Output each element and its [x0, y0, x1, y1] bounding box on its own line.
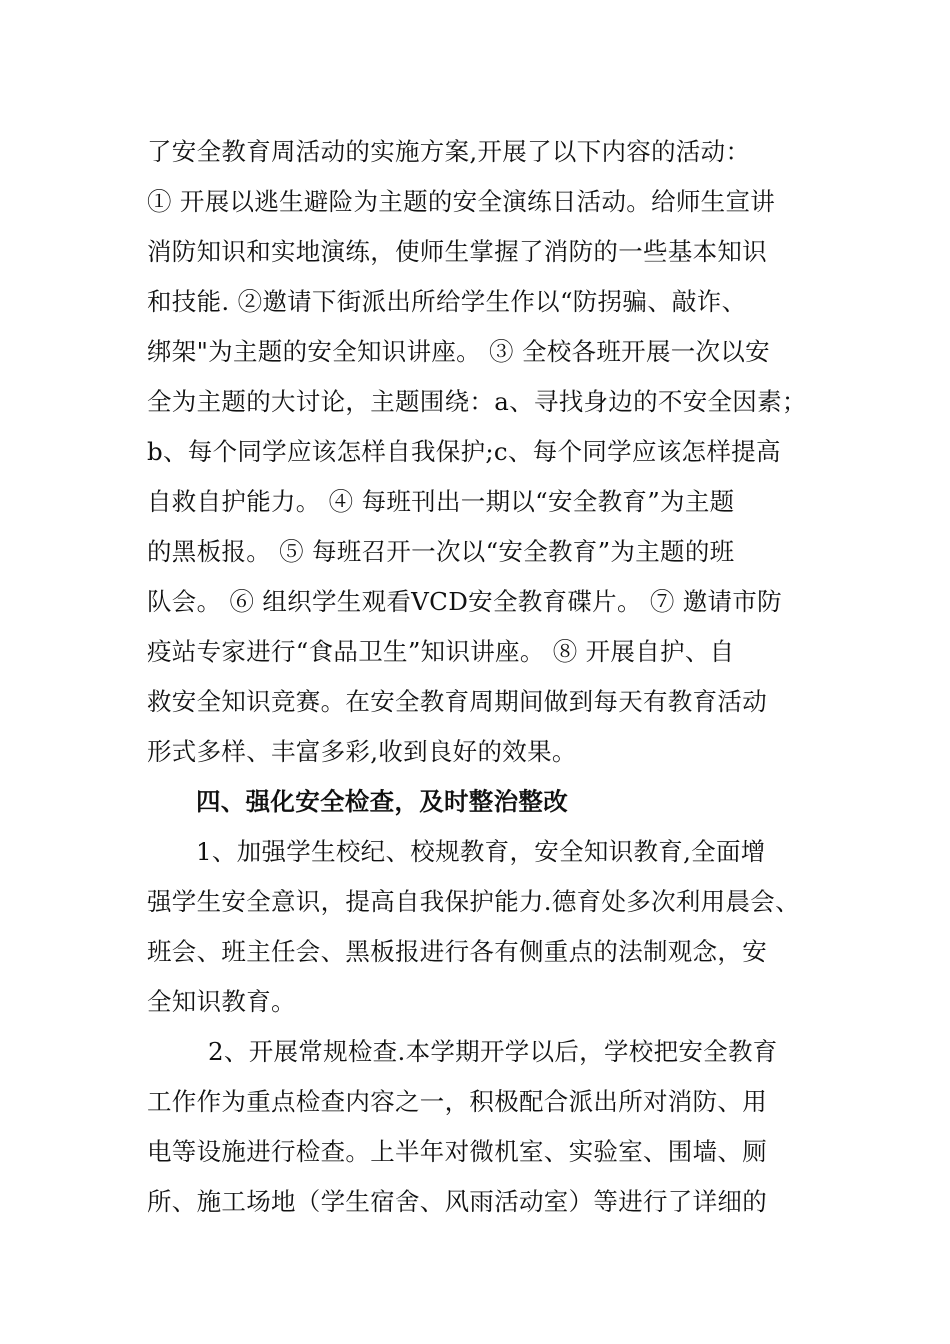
body-line: 绑架"为主题的安全知识讲座。 ③ 全校各班开展一次以安 [147, 337, 770, 366]
body-line: b、每个同学应该怎样自我保护;c、每个同学应该怎样提高 [147, 437, 781, 466]
body-line: 自救自护能力。 ④ 每班刊出一期以“安全教育”为主题 [147, 487, 735, 516]
body-line: 班会、班主任会、黑板报进行各有侧重点的法制观念，安 [147, 937, 767, 966]
body-line: 救安全知识竞赛。在安全教育周期间做到每天有教育活动 [147, 687, 767, 716]
body-line: 队会。 ⑥ 组织学生观看VCD安全教育碟片。 ⑦ 邀请市防 [147, 587, 782, 616]
body-line: 了安全教育周活动的实施方案,开展了以下内容的活动： [147, 137, 751, 166]
body-line: 电等设施进行检查。上半年对微机室、实验室、围墙、厕 [147, 1137, 767, 1166]
body-line: 全为主题的大讨论，主题围绕：a、寻找身边的不安全因素； [147, 387, 807, 416]
body-line: 和技能. ②邀请下街派出所给学生作以“防拐骗、敲诈、 [147, 287, 747, 316]
body-line: 工作作为重点检查内容之一，积极配合派出所对消防、用 [147, 1087, 767, 1116]
body-line: 1、加强学生校纪、校规教育，安全知识教育,全面增 [196, 837, 766, 866]
body-line: 的黑板报。 ⑤ 每班召开一次以“安全教育”为主题的班 [147, 537, 735, 566]
body-line: 所、施工场地（学生宿舍、风雨活动室）等进行了详细的 [147, 1187, 767, 1216]
body-line: 全知识教育。 [147, 987, 296, 1016]
body-line: ① 开展以逃生避险为主题的安全演练日活动。给师生宣讲 [147, 187, 776, 216]
body-line: 形式多样、丰富多彩,收到良好的效果。 [147, 737, 577, 766]
body-line: 2、开展常规检查.本学期开学以后，学校把安全教育 [208, 1037, 778, 1066]
body-line: 消防知识和实地演练，使师生掌握了消防的一些基本知识 [147, 237, 767, 266]
section-heading: 四、强化安全检查，及时整治整改 [196, 787, 568, 816]
body-line: 疫站专家进行“食品卫生”知识讲座。 ⑧ 开展自护、自 [147, 637, 735, 666]
body-line: 强学生安全意识，提高自我保护能力.德育处多次利用晨会、 [147, 887, 800, 916]
